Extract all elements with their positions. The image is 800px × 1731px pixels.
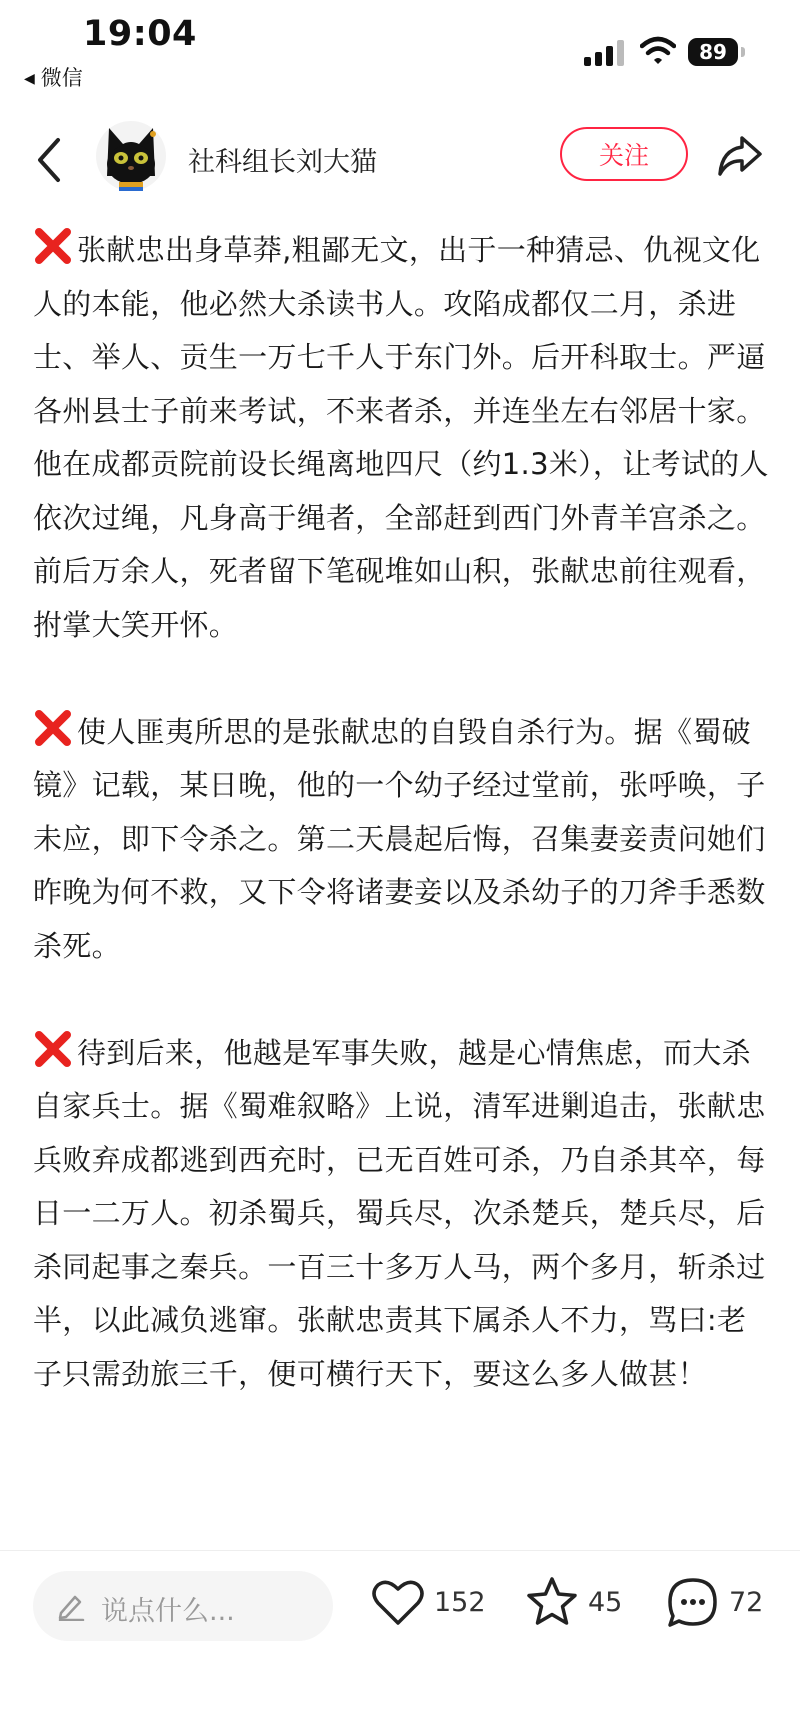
follow-button[interactable]: 关注 — [560, 127, 688, 181]
red-cross-icon — [33, 708, 73, 748]
paragraph-text: 张献忠出身草莽,粗鄙无文，出于一种猜忌、仇视文化人的本能，他必然大杀读书人。攻陷成都仅二月，杀进士、举人、贡生一万七千人于东门外。后开科取士。严逼各州县士子前来考试，不来者杀，并连坐左右邻居十家。他在成都贡院前设长绳离地四尺（约1.3米），让考试的人依次过绳，凡身高于绳者，全部赶到西门外青羊宫杀之。前后万余人，死者留下笔砚堆如山积，张献忠前往观看，拊掌大笑开怀。 — [33, 233, 769, 642]
post-header — [0, 112, 800, 212]
comment-input[interactable] — [33, 1571, 333, 1641]
back-to-app-link[interactable] — [24, 62, 83, 92]
wifi-icon — [640, 36, 676, 66]
post-paragraph — [33, 224, 771, 652]
author-name[interactable]: 社科组长刘大猫 — [188, 147, 377, 178]
like-count: 152 — [434, 1587, 486, 1618]
comments-button[interactable] — [665, 1575, 775, 1635]
red-cross-icon — [33, 226, 73, 266]
author-avatar[interactable] — [95, 118, 167, 196]
status-bar — [0, 0, 800, 100]
share-icon[interactable] — [716, 134, 764, 178]
back-triangle-icon: ◀ — [24, 71, 35, 87]
bottom-action-bar — [0, 1550, 800, 1661]
like-button[interactable] — [370, 1575, 490, 1635]
red-cross-icon — [33, 1029, 73, 1069]
star-icon — [524, 1575, 580, 1629]
post-body — [33, 224, 771, 1455]
collect-button[interactable] — [524, 1575, 634, 1635]
battery-level: 89 — [688, 38, 738, 66]
paragraph-text: 待到后来，他越是军事失败，越是心情焦虑，而大杀自家兵士。据《蜀难叙略》上说，清军进剿追击，张献忠兵败弃成都逃到西充时，已无百姓可杀，乃自杀其卒，每日一二万人。初杀蜀兵，蜀兵尽，次杀楚兵，楚兵尽，后杀同起事之秦兵。一百三十多万人马，两个多月，斩杀过半，以此减负逃窜。张献忠责其下属杀人不力，骂曰:老子只需劲旅三千，便可横行天下，要这么多人做甚！ — [33, 1035, 766, 1391]
comment-bubble-icon — [665, 1575, 721, 1631]
back-app-label: 微信 — [40, 66, 83, 90]
battery-icon — [688, 38, 746, 66]
status-time: 19:04 — [83, 14, 197, 54]
post-paragraph — [33, 706, 771, 974]
collect-count: 45 — [588, 1587, 623, 1618]
heart-icon — [370, 1575, 426, 1629]
back-arrow-icon[interactable] — [32, 134, 68, 186]
pencil-icon — [57, 1591, 85, 1621]
paragraph-text: 使人匪夷所思的是张献忠的自毁自杀行为。据《蜀破镜》记载，某日晚，他的一个幼子经过堂前，张呼唤，子未应，即下令杀之。第二天晨起后悔，召集妻妾责问她们昨晚为何不救，又下令将诸妻妾以及杀幼子的刀斧手悉数杀死。 — [33, 714, 766, 963]
comment-count: 72 — [729, 1587, 764, 1618]
post-paragraph — [33, 1027, 771, 1402]
comment-placeholder: 说点什么... — [101, 1596, 235, 1627]
cellular-signal-icon — [584, 40, 626, 66]
